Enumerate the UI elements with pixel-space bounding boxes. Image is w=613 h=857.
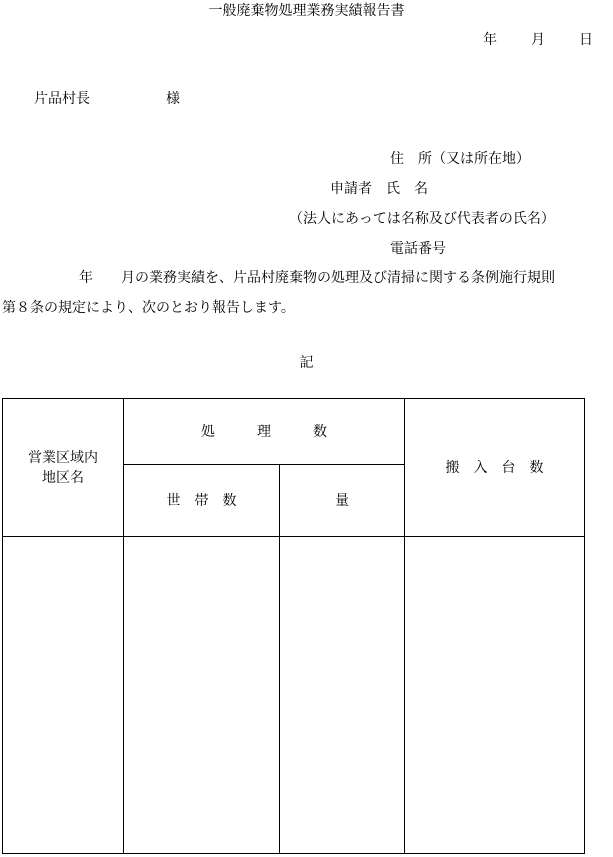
date-day: 日 bbox=[579, 32, 593, 48]
addressee bbox=[34, 90, 180, 108]
households-entry-cell[interactable] bbox=[124, 537, 280, 854]
phone-number-label: 電話番号 bbox=[390, 241, 446, 257]
households-header-cell bbox=[124, 465, 280, 537]
date-year: 年 bbox=[483, 32, 497, 48]
trucks-header: 搬 入 台 数 bbox=[445, 459, 544, 476]
addressee-name: 片品村長 bbox=[34, 91, 90, 107]
amount-header: 量 bbox=[335, 492, 349, 509]
area-header-cell bbox=[3, 399, 124, 537]
area-header-line1: 営業区域内 bbox=[28, 449, 98, 466]
processing-header-cell bbox=[124, 399, 405, 465]
households-header: 世 帯 数 bbox=[166, 492, 237, 509]
processing-header: 処 理 数 bbox=[201, 423, 327, 440]
addressee-honorific: 様 bbox=[166, 91, 180, 107]
body-text-line2: 第８条の規定により、次のとおり報告します。 bbox=[2, 300, 295, 316]
trucks-entry-cell[interactable] bbox=[405, 537, 585, 854]
amount-entry-cell[interactable] bbox=[280, 537, 405, 854]
area-header-line2: 地区名 bbox=[42, 469, 84, 486]
date-line bbox=[483, 31, 593, 49]
report-table bbox=[2, 398, 585, 854]
trucks-header-cell bbox=[405, 399, 585, 537]
applicant-name-label: 申請者 氏 名 bbox=[330, 181, 428, 197]
date-month: 月 bbox=[531, 32, 545, 48]
ki-heading: 記 bbox=[299, 355, 314, 371]
corporate-name-note: （法人にあっては名称及び代表者の氏名） bbox=[289, 211, 555, 227]
applicant-address-label: 住 所（又は所在地） bbox=[390, 151, 530, 167]
document-title: 一般廃棄物処理業務実績報告書 bbox=[208, 3, 405, 19]
area-entry-cell[interactable] bbox=[3, 537, 124, 854]
amount-header-cell bbox=[280, 465, 405, 537]
body-text-line1: 年 月の業務実績を、片品村廃棄物の処理及び清掃に関する条例施行規則 bbox=[79, 270, 555, 286]
